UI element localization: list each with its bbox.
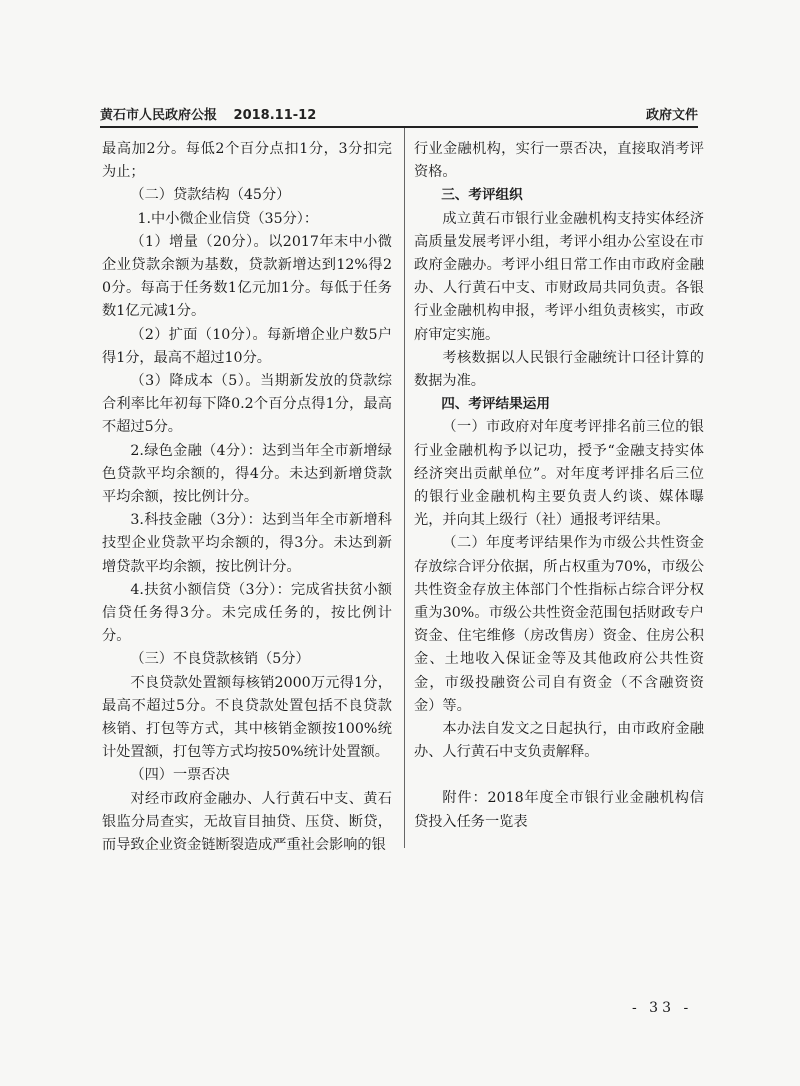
paragraph: （2）扩面（10分）。每新增企业户数5户得1分，最高不超过10分。 [102,326,392,366]
paragraph: （二）年度考评结果作为市级公共性资金存放综合评分依据，所占权重为70%，市级公共性资金存放主体部门个性指标占综合评分权重为30%。市级公共性资金范围包括财政专户资金、住宅维修（房改售房）资金、住房公积金、土地收入保证金等及其他政府公共性资金，市级投融资公司自有资金（不含融资资金）等。 [414,535,704,714]
paragraph: （1）增量（20分）。以2017年末中小微企业贷款余额为基数，贷款新增达到12%得20分。每高于任务数1亿元加1分。每低于任务数1亿元减1分。 [102,233,392,320]
paragraph: （二）贷款结构（45分） [130,187,291,204]
paragraph: （四）一票否决 [130,767,230,784]
header-left [100,104,316,123]
paragraph: 1.中小微企业信贷（35分）： [137,210,319,227]
publication-date: 2018.11-12 [233,108,317,123]
page-header [100,99,698,123]
paragraph: 3.科技金融（3分）：达到当年全市新增科技型企业贷款平均余额的，得3分。未达到新增贷款平均余额，按比例计分。 [102,512,392,575]
paragraph: 对经市政府金融办、人行黄石中支、黄石银监分局查实，无故盲目抽贷、压贷、断贷，而导致企业资金链断裂造成严重社会影响的银 [102,790,392,854]
paragraph: （3）降成本（5）。当期新发放的贷款综合利率比年初每下降0.2个百分点得1分，最高不超过5分。 [102,373,392,436]
paragraph: 不良贷款处置额每核销2000万元得1分，最高不超过5分。不良贷款处置包括不良贷款核销、打包等方式，其中核销金额按100%统计处置额，打包等方式均按50%统计处置额。 [102,674,392,761]
header-rule [100,126,698,128]
paragraph: 附件：2018年度全市银行业金融机构信贷投入任务一览表 [414,790,704,830]
paragraph: 最高加2分。每低2个百分点扣1分，3分扣完为止； [102,141,392,181]
publication-title: 黄石市人民政府公报 [100,108,218,123]
paragraph: （一）市政府对年度考评排名前三位的银行业金融机构予以记功，授予“金融支持实体经济突出贡献单位”。对年度考评排名后三位的银行业金融机构主要负责人约谈、媒体曝光，并向其上级行（社）通报考评结果。 [414,419,704,529]
paragraph: 4.扶贫小额信贷（3分）：完成省扶贫小额信贷任务得3分。未完成任务的，按比例计分。 [102,581,392,645]
column-divider [404,128,405,848]
right-column [414,138,704,834]
section-heading: 四、考评结果运用 [441,396,550,413]
paragraph: 本办法自发文之日起执行，由市政府金融办、人行黄石中支负责解释。 [414,721,704,761]
left-column [102,138,392,857]
paragraph: 成立黄石市银行业金融机构支持实体经济高质量发展考评小组，考评小组办公室设在市政府金融办。考评小组日常工作由市政府金融办、人行黄石中支、市财政局共同负责。各银行业金融机构申报，考评小组负责核实，市政府审定实施。 [414,210,704,343]
section-label: 政府文件 [645,108,698,123]
section-heading: 三、考评组织 [441,187,523,204]
page-number: - 33 - [632,1000,693,1016]
paragraph: 行业金融机构，实行一票否决，直接取消考评资格。 [414,141,704,181]
paragraph: 考核数据以人民银行金融统计口径计算的数据为准。 [414,349,704,390]
paragraph: 2.绿色金融（4分）：达到当年全市新增绿色贷款平均余额的，得4分。未达到新增贷款平均余额，按比例计分。 [102,442,392,506]
paragraph: （三）不良贷款核销（5分） [130,651,310,668]
